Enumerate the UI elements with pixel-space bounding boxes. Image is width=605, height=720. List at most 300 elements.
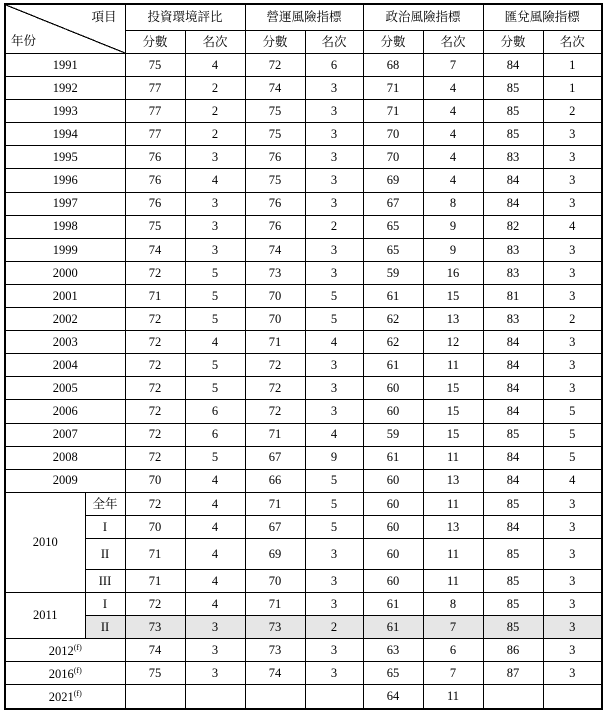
sub-header-score: 分數 (245, 31, 305, 54)
table-row (5, 54, 602, 77)
cell-operation-rank: 9 (305, 446, 363, 469)
cell-operation-rank: 4 (305, 423, 363, 446)
cell-political-score: 61 (363, 446, 423, 469)
cell-exchange-rank: 4 (543, 215, 602, 238)
cell-investment-score: 74 (125, 639, 185, 662)
cell-political-rank: 11 (423, 685, 483, 709)
cell-political-rank: 13 (423, 308, 483, 331)
year-cell: 1997 (5, 192, 125, 215)
cell-exchange-score: 85 (483, 77, 543, 100)
year-cell: 1992 (5, 77, 125, 100)
table-row-2011 (5, 616, 602, 639)
cell-operation-score: 75 (245, 100, 305, 123)
cell-operation-score: 67 (245, 515, 305, 538)
cell-exchange-rank: 3 (543, 616, 602, 639)
cell-operation-score: 73 (245, 261, 305, 284)
cell-political-score: 60 (363, 400, 423, 423)
cell-exchange-score: 83 (483, 308, 543, 331)
year-cell-2010: 2010 (5, 492, 85, 592)
year-cell: 2006 (5, 400, 125, 423)
cell-political-rank: 16 (423, 261, 483, 284)
cell-investment-score: 77 (125, 123, 185, 146)
cell-operation-rank: 3 (305, 238, 363, 261)
cell-political-score: 65 (363, 662, 423, 685)
cell-investment-rank: 2 (185, 100, 245, 123)
year-cell: 1998 (5, 215, 125, 238)
cell-investment-rank: 3 (185, 146, 245, 169)
cell-investment-score: 76 (125, 192, 185, 215)
cell-investment-score: 76 (125, 169, 185, 192)
table-row (5, 446, 602, 469)
cell-political-score: 65 (363, 238, 423, 261)
cell-investment-rank: 3 (185, 639, 245, 662)
cell-operation-score: 69 (245, 538, 305, 569)
cell-exchange-score: 84 (483, 331, 543, 354)
period-cell: II (85, 616, 125, 639)
cell-investment-score: 72 (125, 593, 185, 616)
cell-operation-score: 76 (245, 192, 305, 215)
cell-exchange-rank: 3 (543, 538, 602, 569)
cell-exchange-score: 83 (483, 261, 543, 284)
table-row (5, 77, 602, 100)
cell-political-rank: 6 (423, 639, 483, 662)
cell-operation-rank: 3 (305, 146, 363, 169)
cell-investment-rank: 4 (185, 469, 245, 492)
cell-operation-rank: 3 (305, 100, 363, 123)
cell-political-score: 68 (363, 54, 423, 77)
cell-operation-score: 74 (245, 662, 305, 685)
cell-political-rank: 4 (423, 77, 483, 100)
cell-political-score: 60 (363, 515, 423, 538)
cell-political-rank: 11 (423, 492, 483, 515)
year-cell-forecast (5, 685, 125, 709)
period-cell: III (85, 569, 125, 592)
cell-political-score: 62 (363, 308, 423, 331)
cell-exchange-score: 85 (483, 538, 543, 569)
cell-investment-score: 72 (125, 308, 185, 331)
cell-exchange-score: 81 (483, 284, 543, 307)
cell-exchange-score: 85 (483, 593, 543, 616)
cell-operation-score: 71 (245, 593, 305, 616)
forecast-year: 2016 (48, 666, 74, 681)
cell-investment-rank: 3 (185, 238, 245, 261)
cell-operation-rank: 3 (305, 77, 363, 100)
cell-exchange-rank: 3 (543, 354, 602, 377)
cell-operation-score: 76 (245, 215, 305, 238)
cell-political-rank: 15 (423, 284, 483, 307)
cell-exchange-rank: 3 (543, 261, 602, 284)
cell-political-rank: 4 (423, 146, 483, 169)
cell-operation-rank: 3 (305, 123, 363, 146)
cell-operation-score: 72 (245, 54, 305, 77)
table-row (5, 377, 602, 400)
cell-investment-score: 72 (125, 492, 185, 515)
cell-investment-rank: 4 (185, 569, 245, 592)
table-row-2011 (5, 593, 602, 616)
year-label: 年份 (11, 33, 37, 48)
forecast-mark: (f) (73, 688, 82, 698)
cell-operation-score: 74 (245, 77, 305, 100)
cell-political-score: 65 (363, 215, 423, 238)
cell-investment-rank: 5 (185, 284, 245, 307)
cell-investment-rank: 5 (185, 261, 245, 284)
table-row (5, 123, 602, 146)
cell-investment-rank: 4 (185, 492, 245, 515)
year-cell-2011: 2011 (5, 593, 85, 639)
year-cell: 1996 (5, 169, 125, 192)
cell-operation-rank (305, 685, 363, 709)
table-row (5, 308, 602, 331)
cell-investment-score: 72 (125, 354, 185, 377)
cell-operation-rank: 3 (305, 538, 363, 569)
cell-exchange-score: 85 (483, 100, 543, 123)
cell-operation-score: 72 (245, 400, 305, 423)
year-cell: 2003 (5, 331, 125, 354)
period-cell: I (85, 515, 125, 538)
cell-exchange-score: 86 (483, 639, 543, 662)
year-cell: 2001 (5, 284, 125, 307)
cell-investment-score: 72 (125, 400, 185, 423)
cell-investment-score: 74 (125, 238, 185, 261)
cell-exchange-rank: 1 (543, 77, 602, 100)
cell-operation-rank: 3 (305, 639, 363, 662)
cell-exchange-rank: 3 (543, 169, 602, 192)
cell-political-score: 69 (363, 169, 423, 192)
table-row (5, 146, 602, 169)
cell-investment-score: 75 (125, 54, 185, 77)
forecast-mark: (f) (73, 665, 82, 675)
year-cell: 2008 (5, 446, 125, 469)
cell-operation-rank: 5 (305, 308, 363, 331)
cell-exchange-rank: 2 (543, 308, 602, 331)
group-header-political-risk: 政治風險指標 (363, 4, 483, 31)
header-row-groups (5, 4, 602, 31)
sub-header-rank: 名次 (543, 31, 602, 54)
table-row (5, 100, 602, 123)
cell-investment-score: 73 (125, 616, 185, 639)
cell-exchange-score: 85 (483, 423, 543, 446)
cell-operation-rank: 3 (305, 377, 363, 400)
forecast-year: 2021 (48, 689, 74, 704)
cell-investment-score: 72 (125, 377, 185, 400)
table-row (5, 469, 602, 492)
cell-exchange-rank: 3 (543, 192, 602, 215)
cell-operation-rank: 5 (305, 284, 363, 307)
cell-exchange-score: 85 (483, 123, 543, 146)
cell-exchange-rank: 3 (543, 377, 602, 400)
year-cell-forecast (5, 639, 125, 662)
year-cell: 1993 (5, 100, 125, 123)
cell-operation-score (245, 685, 305, 709)
cell-exchange-rank: 3 (543, 662, 602, 685)
year-cell: 1994 (5, 123, 125, 146)
cell-investment-rank: 4 (185, 593, 245, 616)
cell-investment-rank: 4 (185, 515, 245, 538)
group-header-investment: 投資環境評比 (125, 4, 245, 31)
table-row-2010 (5, 515, 602, 538)
table-row-forecast (5, 639, 602, 662)
cell-political-rank: 11 (423, 569, 483, 592)
cell-operation-rank: 2 (305, 215, 363, 238)
year-cell: 2005 (5, 377, 125, 400)
group-header-operation-risk: 營運風險指標 (245, 4, 363, 31)
cell-political-score: 61 (363, 593, 423, 616)
table-row (5, 354, 602, 377)
cell-exchange-rank: 3 (543, 284, 602, 307)
cell-exchange-rank: 3 (543, 331, 602, 354)
cell-operation-rank: 5 (305, 492, 363, 515)
cell-political-score: 62 (363, 331, 423, 354)
cell-operation-score: 71 (245, 492, 305, 515)
cell-political-score: 71 (363, 77, 423, 100)
cell-operation-score: 75 (245, 169, 305, 192)
cell-political-score: 60 (363, 377, 423, 400)
cell-political-score: 60 (363, 569, 423, 592)
cell-political-score: 61 (363, 616, 423, 639)
corner-header (5, 4, 125, 54)
cell-investment-score: 71 (125, 538, 185, 569)
cell-political-rank: 4 (423, 100, 483, 123)
cell-investment-rank: 5 (185, 377, 245, 400)
cell-political-rank: 11 (423, 446, 483, 469)
cell-investment-rank: 6 (185, 423, 245, 446)
cell-exchange-score: 84 (483, 192, 543, 215)
cell-exchange-rank: 4 (543, 469, 602, 492)
table-row (5, 331, 602, 354)
year-cell: 1995 (5, 146, 125, 169)
cell-exchange-score: 83 (483, 238, 543, 261)
cell-investment-rank (185, 685, 245, 709)
cell-investment-score: 70 (125, 469, 185, 492)
cell-operation-rank: 3 (305, 662, 363, 685)
cell-exchange-rank: 1 (543, 54, 602, 77)
cell-operation-score: 73 (245, 639, 305, 662)
cell-operation-rank: 5 (305, 469, 363, 492)
year-cell: 2007 (5, 423, 125, 446)
cell-exchange-score: 83 (483, 146, 543, 169)
cell-exchange-score: 84 (483, 354, 543, 377)
cell-political-score: 70 (363, 123, 423, 146)
cell-investment-score: 75 (125, 215, 185, 238)
table-row-forecast (5, 685, 602, 709)
year-cell: 1999 (5, 238, 125, 261)
cell-political-score: 64 (363, 685, 423, 709)
year-cell: 2009 (5, 469, 125, 492)
cell-exchange-rank: 3 (543, 639, 602, 662)
cell-investment-rank: 3 (185, 662, 245, 685)
cell-operation-score: 67 (245, 446, 305, 469)
period-cell: II (85, 538, 125, 569)
cell-investment-rank: 4 (185, 538, 245, 569)
cell-political-rank: 11 (423, 538, 483, 569)
cell-political-score: 61 (363, 354, 423, 377)
cell-exchange-score: 85 (483, 616, 543, 639)
cell-exchange-rank: 3 (543, 593, 602, 616)
cell-exchange-score: 82 (483, 215, 543, 238)
cell-exchange-score (483, 685, 543, 709)
cell-political-rank: 8 (423, 192, 483, 215)
period-cell: 全年 (85, 492, 125, 515)
cell-investment-score: 71 (125, 569, 185, 592)
cell-exchange-rank: 5 (543, 400, 602, 423)
cell-exchange-rank (543, 685, 602, 709)
table-row (5, 192, 602, 215)
period-cell: I (85, 593, 125, 616)
cell-exchange-score: 84 (483, 377, 543, 400)
cell-operation-rank: 3 (305, 261, 363, 284)
cell-political-rank: 9 (423, 215, 483, 238)
cell-exchange-score: 84 (483, 400, 543, 423)
year-cell: 1991 (5, 54, 125, 77)
cell-exchange-rank: 3 (543, 569, 602, 592)
sub-header-rank: 名次 (185, 31, 245, 54)
cell-investment-rank: 5 (185, 354, 245, 377)
table-row (5, 423, 602, 446)
cell-exchange-rank: 3 (543, 492, 602, 515)
cell-political-rank: 11 (423, 354, 483, 377)
cell-operation-rank: 6 (305, 54, 363, 77)
cell-investment-score: 72 (125, 446, 185, 469)
cell-operation-score: 70 (245, 569, 305, 592)
cell-investment-rank: 6 (185, 400, 245, 423)
cell-exchange-rank: 5 (543, 423, 602, 446)
cell-political-score: 60 (363, 492, 423, 515)
cell-political-score: 71 (363, 100, 423, 123)
cell-investment-rank: 4 (185, 169, 245, 192)
table-row (5, 169, 602, 192)
cell-investment-rank: 4 (185, 331, 245, 354)
cell-investment-rank: 5 (185, 446, 245, 469)
cell-investment-rank: 3 (185, 192, 245, 215)
cell-investment-rank: 5 (185, 308, 245, 331)
cell-operation-rank: 3 (305, 192, 363, 215)
cell-exchange-score: 84 (483, 515, 543, 538)
table-row (5, 261, 602, 284)
sub-header-rank: 名次 (423, 31, 483, 54)
business-risk-table (4, 3, 603, 710)
cell-operation-score: 72 (245, 354, 305, 377)
cell-operation-score: 72 (245, 377, 305, 400)
table-row (5, 238, 602, 261)
sub-header-rank: 名次 (305, 31, 363, 54)
cell-operation-score: 71 (245, 423, 305, 446)
cell-operation-score: 73 (245, 616, 305, 639)
cell-political-rank: 7 (423, 54, 483, 77)
cell-investment-score: 77 (125, 77, 185, 100)
cell-exchange-score: 85 (483, 492, 543, 515)
cell-operation-rank: 5 (305, 515, 363, 538)
cell-investment-score: 72 (125, 423, 185, 446)
cell-political-score: 63 (363, 639, 423, 662)
cell-exchange-rank: 2 (543, 100, 602, 123)
cell-political-score: 70 (363, 146, 423, 169)
cell-investment-rank: 3 (185, 215, 245, 238)
cell-political-score: 61 (363, 284, 423, 307)
group-header-exchange-risk: 匯兌風險指標 (483, 4, 602, 31)
cell-exchange-rank: 5 (543, 446, 602, 469)
cell-exchange-score: 84 (483, 54, 543, 77)
table-row-2010 (5, 538, 602, 569)
cell-political-score: 67 (363, 192, 423, 215)
cell-investment-score: 76 (125, 146, 185, 169)
cell-investment-score: 75 (125, 662, 185, 685)
table-row (5, 215, 602, 238)
cell-political-rank: 9 (423, 238, 483, 261)
sub-header-score: 分數 (483, 31, 543, 54)
year-cell: 2004 (5, 354, 125, 377)
sub-header-score: 分數 (363, 31, 423, 54)
cell-operation-rank: 3 (305, 400, 363, 423)
cell-exchange-rank: 3 (543, 238, 602, 261)
cell-political-score: 59 (363, 261, 423, 284)
cell-investment-score: 70 (125, 515, 185, 538)
cell-operation-rank: 2 (305, 616, 363, 639)
cell-investment-score: 72 (125, 331, 185, 354)
cell-exchange-score: 84 (483, 169, 543, 192)
cell-political-rank: 7 (423, 662, 483, 685)
table-row-forecast (5, 662, 602, 685)
cell-exchange-score: 84 (483, 446, 543, 469)
cell-investment-rank: 4 (185, 54, 245, 77)
table-row-2010 (5, 569, 602, 592)
forecast-year: 2012 (48, 643, 74, 658)
table-row-2010 (5, 492, 602, 515)
cell-operation-score: 75 (245, 123, 305, 146)
forecast-mark: (f) (73, 642, 82, 652)
table-row (5, 284, 602, 307)
cell-political-rank: 15 (423, 423, 483, 446)
cell-political-rank: 13 (423, 515, 483, 538)
cell-operation-score: 76 (245, 146, 305, 169)
table-row (5, 400, 602, 423)
cell-operation-rank: 3 (305, 169, 363, 192)
cell-operation-rank: 4 (305, 331, 363, 354)
cell-investment-rank: 2 (185, 123, 245, 146)
year-cell: 2002 (5, 308, 125, 331)
cell-investment-score: 72 (125, 261, 185, 284)
cell-exchange-score: 84 (483, 469, 543, 492)
cell-political-rank: 4 (423, 169, 483, 192)
cell-political-rank: 13 (423, 469, 483, 492)
cell-political-rank: 15 (423, 377, 483, 400)
cell-operation-score: 70 (245, 284, 305, 307)
cell-investment-rank: 2 (185, 77, 245, 100)
cell-operation-rank: 3 (305, 593, 363, 616)
cell-operation-rank: 3 (305, 354, 363, 377)
cell-operation-score: 74 (245, 238, 305, 261)
cell-political-score: 60 (363, 538, 423, 569)
cell-investment-score (125, 685, 185, 709)
cell-operation-score: 71 (245, 331, 305, 354)
year-cell: 2000 (5, 261, 125, 284)
cell-exchange-rank: 3 (543, 146, 602, 169)
cell-operation-rank: 3 (305, 569, 363, 592)
item-label: 項目 (91, 10, 117, 24)
cell-political-rank: 7 (423, 616, 483, 639)
cell-operation-score: 66 (245, 469, 305, 492)
cell-investment-rank: 3 (185, 616, 245, 639)
cell-exchange-rank: 3 (543, 123, 602, 146)
cell-political-rank: 12 (423, 331, 483, 354)
cell-political-rank: 15 (423, 400, 483, 423)
cell-operation-score: 70 (245, 308, 305, 331)
year-cell-forecast (5, 662, 125, 685)
cell-exchange-score: 87 (483, 662, 543, 685)
cell-exchange-rank: 3 (543, 515, 602, 538)
cell-investment-score: 77 (125, 100, 185, 123)
cell-investment-score: 71 (125, 284, 185, 307)
cell-political-score: 60 (363, 469, 423, 492)
